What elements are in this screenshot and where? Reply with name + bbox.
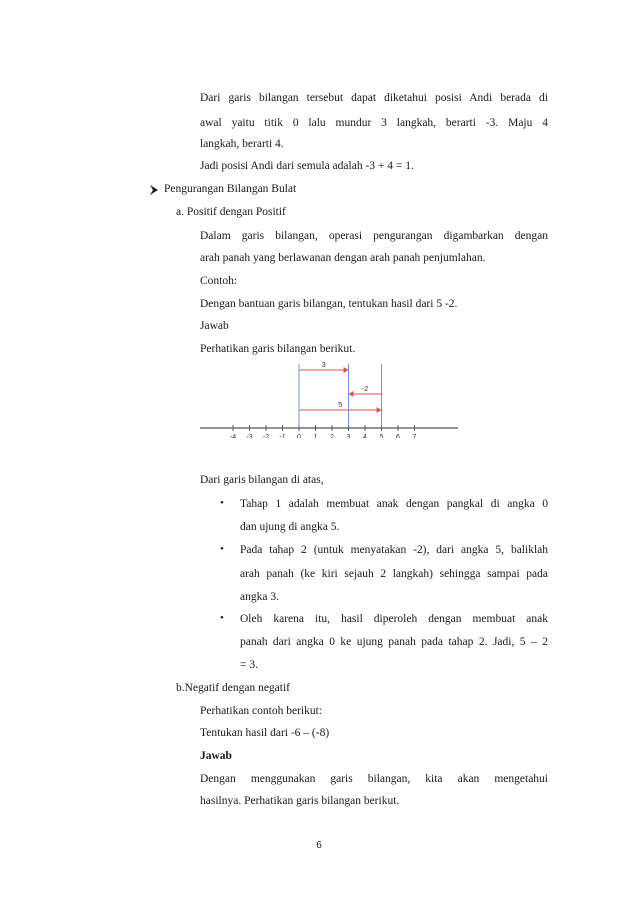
intro-line-2: awal yaitu titik 0 lalu mundur 3 langkah, berarti -3. Maju 4 bbox=[200, 117, 548, 129]
number-line-tick-label: 1 bbox=[313, 434, 318, 438]
sub-a-line-2: arah panah yang berlawanan dengan arah panah penjumlahan. bbox=[200, 252, 486, 264]
sub-b-final-1: Dengan menggunakan garis bilangan, kita akan mengetahui bbox=[200, 773, 548, 785]
sub-b-final-2: hasilnya. Perhatikan garis bilangan berikut. bbox=[200, 795, 400, 807]
intro-line-1: Dari garis bilangan tersebut dapat diketahui posisi Andi berada di bbox=[200, 92, 548, 104]
bullet-1-line-2: dan ujung di angka 5. bbox=[240, 521, 340, 533]
sub-a-line-4: Dengan bantuan garis bilangan, tentukan hasil dari 5 -2. bbox=[200, 298, 458, 310]
number-line-figure bbox=[198, 358, 460, 438]
number-line-arrow-label: 3 bbox=[321, 362, 326, 369]
bullet-dot-icon: • bbox=[220, 612, 224, 624]
arrow-bullet-icon bbox=[149, 183, 159, 201]
number-line-arrow-label: 5 bbox=[338, 402, 343, 409]
number-line-arrow-label: -2 bbox=[361, 386, 369, 393]
number-line-tick-label: -2 bbox=[262, 434, 270, 438]
bullet-2-line-1: Pada tahap 2 (untuk menyatakan -2), dari angka 5, baliklah bbox=[240, 544, 548, 556]
sub-b-line-1: Perhatikan contoh berikut: bbox=[200, 705, 322, 717]
number-line-tick-label: 6 bbox=[396, 434, 400, 438]
sub-a-title: a. Positif dengan Positif bbox=[176, 206, 286, 218]
bullet-3-line-3: = 3. bbox=[240, 659, 258, 671]
bullet-dot-icon: • bbox=[220, 543, 224, 555]
number-line-tick-label: -3 bbox=[246, 434, 253, 438]
explain-intro: Dari garis bilangan di atas, bbox=[200, 474, 324, 486]
sub-a-line-1: Dalam garis bilangan, operasi pengurangan digambarkan dengan bbox=[200, 230, 548, 242]
number-line-tick-label: 5 bbox=[379, 434, 384, 438]
intro-line-4: Jadi posisi Andi dari semula adalah -3 + 4 = 1. bbox=[200, 160, 414, 172]
sub-b-title: b.Negatif dengan negatif bbox=[176, 682, 290, 694]
bullet-3-line-2: panah dari angka 0 ke ujung panah pada tahap 2. Jadi, 5 – 2 bbox=[240, 636, 548, 648]
arrowhead-icon bbox=[344, 367, 349, 373]
bullet-3-line-1: Oleh karena itu, hasil diperoleh dengan membuat anak bbox=[240, 613, 548, 625]
number-line-tick-label: 4 bbox=[363, 434, 367, 438]
page-number: 6 bbox=[316, 840, 322, 851]
number-line-tick-label: -1 bbox=[279, 434, 286, 438]
sub-a-line-6: Perhatikan garis bilangan berikut. bbox=[200, 343, 356, 355]
intro-line-3: langkah, berarti 4. bbox=[200, 138, 284, 150]
arrowhead-icon bbox=[349, 391, 354, 397]
bullet-1-line-1: Tahap 1 adalah membuat anak dengan pangkal di angka 0 bbox=[240, 498, 548, 510]
sub-a-line-5: Jawab bbox=[200, 320, 229, 332]
sub-b-line-2: Tentukan hasil dari -6 – (-8) bbox=[200, 727, 330, 739]
bullet-dot-icon: • bbox=[220, 497, 224, 509]
sub-b-jawab: Jawab bbox=[200, 750, 232, 762]
arrowhead-icon bbox=[377, 407, 382, 413]
sub-a-line-3: Contoh: bbox=[200, 275, 238, 287]
section-title: Pengurangan Bilangan Bulat bbox=[164, 183, 297, 195]
number-line-tick-label: -4 bbox=[229, 434, 237, 438]
number-line-tick-label: 2 bbox=[330, 434, 334, 438]
bullet-2-line-2: arah panah (ke kiri sejauh 2 langkah) sehingga sampai pada bbox=[240, 568, 548, 580]
number-line-tick-label: 7 bbox=[412, 434, 417, 438]
number-line-tick-label: 0 bbox=[297, 434, 301, 438]
bullet-2-line-3: angka 3. bbox=[240, 591, 279, 603]
number-line-tick-label: 3 bbox=[346, 434, 351, 438]
